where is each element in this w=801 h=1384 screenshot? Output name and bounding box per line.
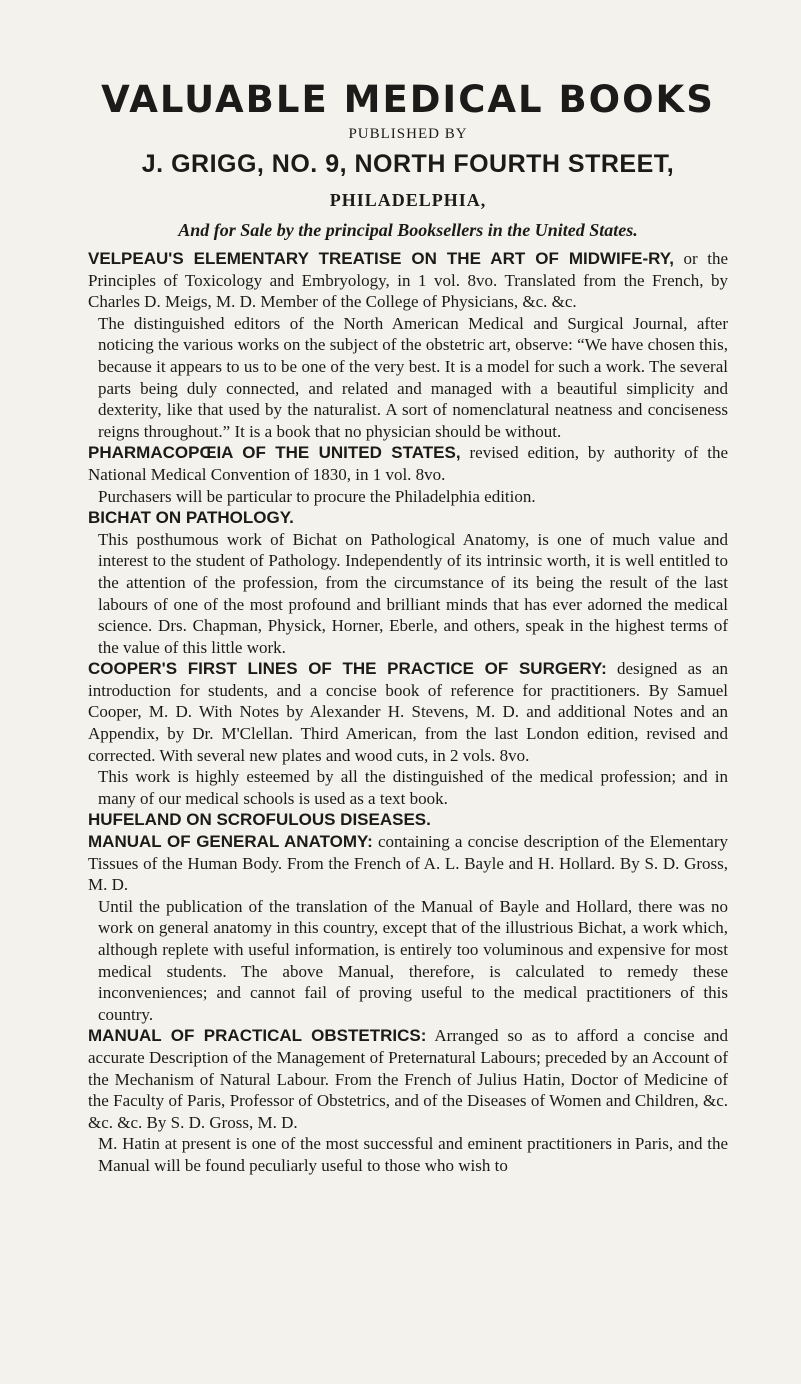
book-entry (88, 442, 728, 507)
book-note: This posthumous work of Bichat on Pathological Anatomy, is one of much value and interest to the student of Pathology. Independently of its intrinsic worth, it is well entitled to the attention of the profession, from the circumstance of its being the result of the last labours of one of the most profound and brilliant minds that has ever adorned the medical science. Drs. Chapman, Physick, Horner, Eberle, and others, speak in the highest terms of the value of this little work. (98, 529, 728, 657)
book-heading: COOPER'S FIRST LINES OF THE PRACTICE OF SURGERY: (88, 659, 607, 679)
book-description: containing a concise description of the Elementary Tissues of the Human Body. From the French of A. L. Bayle and H. Hollard. By S. D. Gross, M. D. (88, 832, 728, 895)
book-heading: MANUAL OF GENERAL ANATOMY: (88, 832, 373, 852)
book-entry (88, 1025, 728, 1176)
book-note: M. Hatin at present is one of the most successful and eminent practitioners in Paris, and the Manual will be found peculiarly useful to those who wish to (98, 1134, 728, 1175)
publisher-line: J. GRIGG, NO. 9, NORTH FOURTH STREET, (141, 150, 675, 178)
book-description: Arranged so as to afford a concise and accurate Description of the Management of Preternatural Labours; preceded by an Account of the Mechanism of Natural Labour. From the French of Julius Hatin, Doctor of Medicine of the Faculty of Paris, Professor of Obstetrics, and of the Diseases of Women and Children, &c. &c. &c. By S. D. Gross, M. D. (88, 1026, 728, 1132)
book-entry (88, 831, 728, 1025)
book-description: revised edition, by authority of the National Medical Convention of 1830, in 1 vol. 8vo. (88, 443, 728, 484)
book-note: This work is highly esteemed by all the distinguished of the medical profession; and in many of our medical schools is used as a text book. (98, 767, 728, 808)
published-by-line: PUBLISHED BY (348, 126, 468, 142)
book-entries (88, 248, 728, 1177)
book-heading: HUFELAND ON SCROFULOUS DISEASES. (88, 810, 431, 830)
book-heading: BICHAT ON PATHOLOGY. (88, 508, 294, 528)
book-description: designed as an introduction for students, and a concise book of reference for practitioners. By Samuel Cooper, M. D. With Notes by Alexander H. Stevens, M. D. and additional Notes and an Appendix, by Dr. M'Clellan. Third American, from the last London edition, revised and corrected. With several new plates and wood cuts, in 2 vols. 8vo. (88, 659, 728, 765)
book-entry (88, 507, 728, 658)
book-advertisement-page (88, 78, 728, 1177)
book-note: Until the publication of the translation of the Manual of Bayle and Hollard, there was no work on general anatomy in this country, except that of the illustrious Bichat, a work which, although replete with useful information, is entirely too voluminous and expensive for most medical students. The above Manual, therefore, is calculated to remedy these inconveniences; and cannot fail of proving useful to the medical practitioners of this country. (98, 896, 728, 1024)
book-note: Purchasers will be particular to procure the Philadelphia edition. (98, 486, 536, 506)
book-note: The distinguished editors of the North American Medical and Surgical Journal, after noticing the various works on the subject of the obstetric art, observe: “We have chosen this, because it appears to us to be one of the very best. It is a model for such a work. The several parts being duly connected, and related and managed with a beautiful simplicity and dexterity, like that used by the naturalist. A sort of nomenclatural neatness and conciseness reigns throughout.” It is a book that no physician should be without. (98, 313, 728, 441)
book-heading: PHARMACOPŒIA OF THE UNITED STATES, (88, 443, 461, 463)
book-entry (88, 248, 728, 442)
page-title: VALUABLE MEDICAL BOOKS (101, 78, 715, 121)
sale-line: And for Sale by the principal Booksellers in the United States. (178, 220, 638, 240)
book-description: or the Principles of Toxicology and Embryology, in 1 vol. 8vo. Translated from the French, by Charles D. Meigs, M. D. Member of the College of Physicians, &c. &c. (88, 249, 728, 312)
book-heading: VELPEAU'S ELEMENTARY TREATISE ON THE ART OF MIDWIFE-RY, (88, 249, 674, 268)
book-entry (88, 658, 728, 809)
city-line: PHILADELPHIA, (329, 190, 487, 210)
book-entry (88, 809, 728, 831)
book-heading: MANUAL OF PRACTICAL OBSTETRICS: (88, 1026, 427, 1046)
